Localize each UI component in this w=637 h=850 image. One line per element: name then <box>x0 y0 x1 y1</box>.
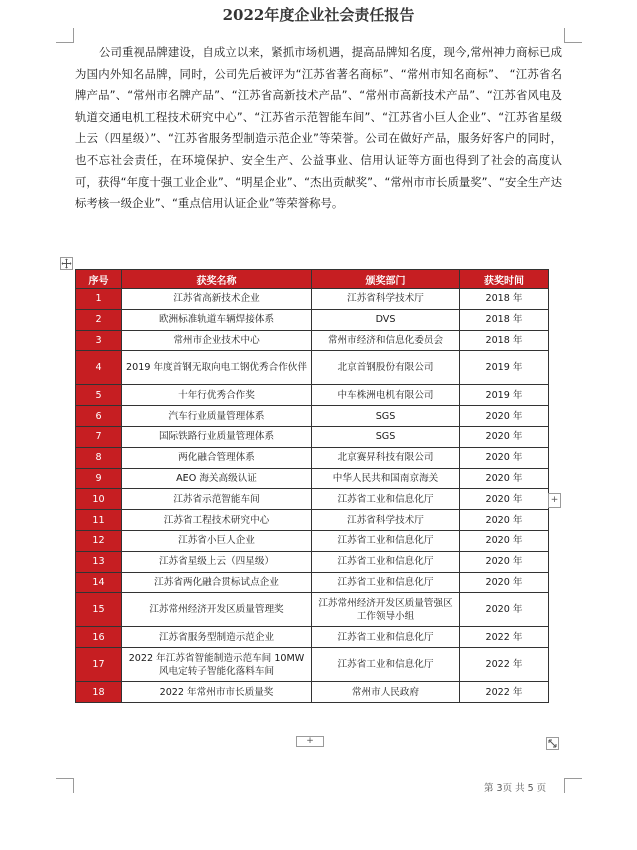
cell-issuing-department: 江苏省工业和信息化厅 <box>312 551 460 572</box>
cell-issuing-department: 江苏省工业和信息化厅 <box>312 648 460 682</box>
header-index: 序号 <box>76 270 122 289</box>
table-row <box>76 627 549 648</box>
cell-index: 1 <box>76 289 122 310</box>
cell-award-year: 2019 年 <box>460 385 549 406</box>
table-row <box>76 593 549 627</box>
cell-issuing-department: 江苏常州经济开发区质量管强区工作领导小组 <box>312 593 460 627</box>
cell-issuing-department: 江苏省科学技术厅 <box>312 510 460 531</box>
table-row <box>76 530 549 551</box>
cell-index: 11 <box>76 510 122 531</box>
table-row <box>76 447 549 468</box>
move-cross-svg <box>61 258 72 269</box>
table-row <box>76 406 549 427</box>
cell-index: 16 <box>76 627 122 648</box>
cell-award-year: 2022 年 <box>460 648 549 682</box>
cell-award-year: 2020 年 <box>460 551 549 572</box>
cell-award-name: 2019 年度首钢无取向电工钢优秀合作伙伴 <box>122 351 312 385</box>
page-number: 第 3页 共 5 页 <box>484 783 547 794</box>
cell-award-name: 江苏省两化融合贯标试点企业 <box>122 572 312 593</box>
cell-issuing-department: DVS <box>312 309 460 330</box>
cell-award-name: 江苏省服务型制造示范企业 <box>122 627 312 648</box>
cell-index: 13 <box>76 551 122 572</box>
table-row <box>76 551 549 572</box>
table-row <box>76 572 549 593</box>
cell-index: 4 <box>76 351 122 385</box>
cell-issuing-department: 江苏省工业和信息化厅 <box>312 530 460 551</box>
awards-table <box>75 269 549 703</box>
cell-award-year: 2022 年 <box>460 682 549 703</box>
cell-award-year: 2020 年 <box>460 510 549 531</box>
table-row <box>76 648 549 682</box>
cell-index: 2 <box>76 309 122 330</box>
crop-mark-bottom-left <box>56 778 74 793</box>
cell-index: 14 <box>76 572 122 593</box>
crop-mark-bottom-right <box>564 778 582 793</box>
body-paragraph: 公司重视品牌建设，自成立以来，紧抓市场机遇，提高品牌知名度，现今,常州神力商标已成为国内外知名品牌，同时，公司先后被评为“江苏省著名商标”、“常州市知名商标”、 “江苏省名牌产品”、“常州市名牌产品”、“江苏省高新技术产品”、“常州市高新技术产品”、“江苏省风电及轨道交通电机工程技术研究中心”、“江苏省示范智能车间”、“江苏省小巨人企业”、“江苏省星级上云（四星级）”、“江苏省服务型制造示范企业”等荣誉。公司在做好产品，服务好客户的同时，也不忘社会责任，在环境保护、安全生产、公益事业、信用认证等方面也得到了社会的高度认可，获得“年度十强工业企业”、“明星企业”、“杰出贡献奖”、“常州市市长质量奖”、“安全生产达标考核一级企业”、“重点信用认证企业”等荣誉称号。 <box>75 45 562 211</box>
cell-award-name: 2022 年江苏省智能制造示范车间 10MW 风电定转子智能化落料车间 <box>122 648 312 682</box>
cell-index: 3 <box>76 330 122 351</box>
table-row <box>76 489 549 510</box>
cell-index: 18 <box>76 682 122 703</box>
cell-award-year: 2022 年 <box>460 627 549 648</box>
cell-issuing-department: 常州市经济和信息化委员会 <box>312 330 460 351</box>
cell-index: 9 <box>76 468 122 489</box>
cell-award-year: 2020 年 <box>460 447 549 468</box>
cell-award-year: 2020 年 <box>460 530 549 551</box>
table-row <box>76 510 549 531</box>
cell-award-year: 2019 年 <box>460 351 549 385</box>
table-header-row <box>76 270 549 289</box>
table-row <box>76 682 549 703</box>
cell-index: 17 <box>76 648 122 682</box>
crop-mark-top-left <box>56 28 74 43</box>
cell-award-year: 2020 年 <box>460 468 549 489</box>
cell-index: 5 <box>76 385 122 406</box>
cell-index: 6 <box>76 406 122 427</box>
cell-award-name: 两化融合管理体系 <box>122 447 312 468</box>
crop-mark-top-right <box>564 28 582 43</box>
table-row <box>76 330 549 351</box>
move-cross-icon[interactable] <box>60 257 73 270</box>
cell-award-year: 2020 年 <box>460 406 549 427</box>
cell-index: 10 <box>76 489 122 510</box>
table-body <box>76 289 549 703</box>
cell-award-year: 2018 年 <box>460 309 549 330</box>
cell-award-year: 2020 年 <box>460 593 549 627</box>
add-row-button[interactable]: + <box>296 736 324 747</box>
cell-award-name: AEO 海关高级认证 <box>122 468 312 489</box>
cell-award-name: 江苏省示范智能车间 <box>122 489 312 510</box>
resize-diagonal-icon[interactable] <box>546 737 559 750</box>
cell-issuing-department: 北京首钢股份有限公司 <box>312 351 460 385</box>
cell-award-year: 2020 年 <box>460 426 549 447</box>
table-row <box>76 309 549 330</box>
cell-award-name: 江苏省工程技术研究中心 <box>122 510 312 531</box>
header-issuing-department: 颁奖部门 <box>312 270 460 289</box>
cell-award-name: 2022 年常州市市长质量奖 <box>122 682 312 703</box>
cell-issuing-department: 中华人民共和国南京海关 <box>312 468 460 489</box>
document-title: 2022年度企业社会责任报告 <box>222 6 415 24</box>
cell-award-name: 十年行优秀合作奖 <box>122 385 312 406</box>
table-row <box>76 385 549 406</box>
header-award-name: 获奖名称 <box>122 270 312 289</box>
cell-issuing-department: 江苏省工业和信息化厅 <box>312 572 460 593</box>
cell-award-name: 欧洲标准轨道车辆焊接体系 <box>122 309 312 330</box>
cell-issuing-department: 江苏省工业和信息化厅 <box>312 489 460 510</box>
cell-issuing-department: 北京赛昇科技有限公司 <box>312 447 460 468</box>
add-column-button[interactable]: + <box>548 493 561 508</box>
cell-award-name: 国际铁路行业质量管理体系 <box>122 426 312 447</box>
cell-award-name: 江苏省星级上云（四星级） <box>122 551 312 572</box>
cell-issuing-department: SGS <box>312 426 460 447</box>
cell-award-year: 2018 年 <box>460 289 549 310</box>
cell-award-name: 江苏省高新技术企业 <box>122 289 312 310</box>
resize-svg <box>547 738 558 749</box>
cell-issuing-department: 江苏省工业和信息化厅 <box>312 627 460 648</box>
cell-award-year: 2018 年 <box>460 330 549 351</box>
table-row <box>76 468 549 489</box>
header-award-year: 获奖时间 <box>460 270 549 289</box>
cell-award-year: 2020 年 <box>460 489 549 510</box>
cell-issuing-department: 常州市人民政府 <box>312 682 460 703</box>
cell-issuing-department: 江苏省科学技术厅 <box>312 289 460 310</box>
table-row <box>76 351 549 385</box>
cell-index: 15 <box>76 593 122 627</box>
cell-issuing-department: 中车株洲电机有限公司 <box>312 385 460 406</box>
cell-index: 7 <box>76 426 122 447</box>
cell-index: 12 <box>76 530 122 551</box>
cell-index: 8 <box>76 447 122 468</box>
cell-award-year: 2020 年 <box>460 572 549 593</box>
table-row <box>76 289 549 310</box>
cell-award-name: 江苏常州经济开发区质量管理奖 <box>122 593 312 627</box>
cell-award-name: 汽车行业质量管理体系 <box>122 406 312 427</box>
table-row <box>76 426 549 447</box>
cell-award-name: 江苏省小巨人企业 <box>122 530 312 551</box>
cell-issuing-department: SGS <box>312 406 460 427</box>
cell-award-name: 常州市企业技术中心 <box>122 330 312 351</box>
